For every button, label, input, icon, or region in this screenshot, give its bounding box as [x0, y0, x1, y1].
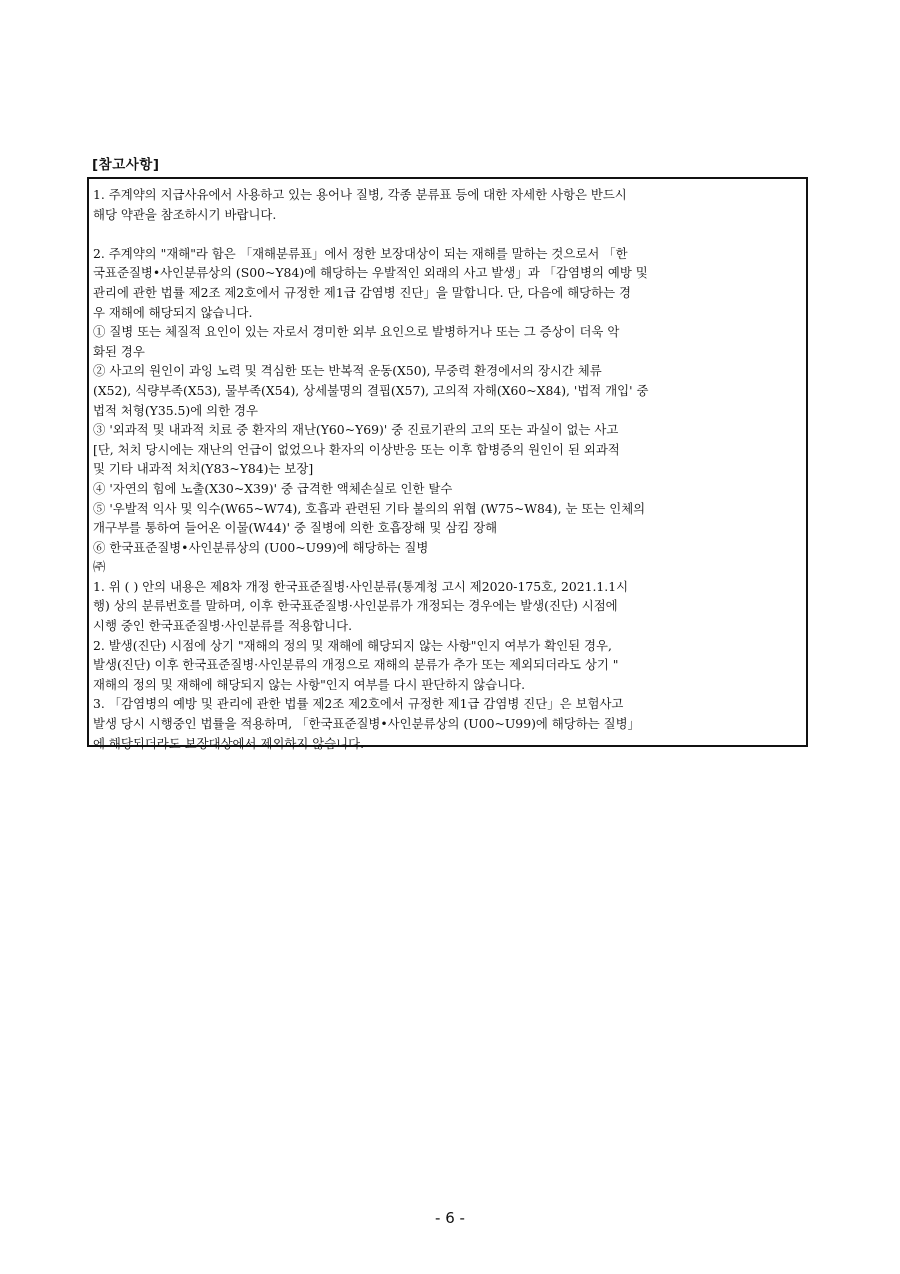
note-line: 행) 상의 분류번호를 말하며, 이후 한국표준질병·사인분류가 개정되는 경우에는 발생(진단) 시점에 [93, 598, 618, 614]
note-line: 2. 주계약의 "재해"라 함은 「재해분류표」에서 정한 보장대상이 되는 재해를 말하는 것으로서 「한 [93, 245, 628, 261]
note-line: 국표준질병•사인분류상의 (S00~Y84)에 해당하는 우발적인 외래의 사고 발생」과 「감염병의 예방 및 [93, 265, 648, 281]
note-line: ② 사고의 원인이 과잉 노력 및 격심한 또는 반복적 운동(X50), 무중력 환경에서의 장시간 체류 [93, 363, 602, 379]
note-line: 발생(진단) 이후 한국표준질병·사인분류의 개정으로 재해의 분류가 추가 또는 제외되더라도 상기 " [93, 657, 619, 673]
note-line: 발생 당시 시행중인 법률을 적용하며, 「한국표준질병•사인분류상의 (U00~U99)에 해당하는 질병」 [93, 716, 640, 732]
note-line: 개구부를 통하여 들어온 이물(W44)' 중 질병에 의한 호흡장해 및 삼킴 장해 [93, 520, 498, 536]
note-line: 해당 약관을 참조하시기 바랍니다. [93, 206, 277, 222]
blank-line [93, 224, 801, 244]
note-line: (X52), 식량부족(X53), 물부족(X54), 상세불명의 결핍(X57), 고의적 자해(X60~X84), '법적 개입' 중 [93, 382, 649, 398]
note-line: ③ '외과적 및 내과적 치료 중 환자의 재난(Y60~Y69)' 중 진료기관의 고의 또는 과실이 없는 사고 [93, 422, 619, 438]
page-number: - 6 - [435, 1209, 465, 1227]
note-line: 재해의 정의 및 재해에 해당되지 않는 사항"인지 여부를 다시 판단하지 않습니다. [93, 676, 526, 692]
notes-box [87, 177, 808, 751]
note-line: 3. 「감염병의 예방 및 관리에 관한 법률 제2조 제2호에서 규정한 제1급 감염병 진단」은 보험사고 [93, 696, 624, 712]
note-line: 관리에 관한 법률 제2조 제2호에서 규정한 제1급 감염병 진단」을 말합니다. 단, 다음에 해당하는 경 [93, 284, 631, 300]
note-line: 및 기타 내과적 처치(Y83~Y84)는 보장] [93, 461, 314, 477]
note-line: 1. 위 ( ) 안의 내용은 제8차 개정 한국표준질병·사인분류(통계청 고시 제2020-175호, 2021.1.1시 [93, 578, 629, 594]
note-line: 에 해당되더라도 보장대상에서 제외하지 않습니다. [93, 735, 365, 751]
note-line: ㈜ [93, 559, 106, 575]
note-line: 화된 경우 [93, 343, 145, 359]
note-line: 시행 중인 한국표준질병·사인분류를 적용합니다. [93, 618, 353, 634]
note-line: ④ '자연의 힘에 노출(X30~X39)' 중 급격한 액체손실로 인한 탈수 [93, 480, 453, 496]
note-line: 법적 처형(Y35.5)에 의한 경우 [93, 402, 258, 418]
note-line: ⑤ '우발적 익사 및 익수(W65~W74), 호흡과 관련된 기타 불의의 위협 (W75~W84), 눈 또는 인체의 [93, 500, 646, 516]
note-line: ⑥ 한국표준질병•사인분류상의 (U00~U99)에 해당하는 질병 [93, 539, 429, 555]
note-line: [단, 처치 당시에는 재난의 언급이 없었으나 환자의 이상반응 또는 이후 합병증의 원인이 된 외과적 [93, 441, 620, 457]
note-line: 우 재해에 해당되지 않습니다. [93, 304, 253, 320]
note-line: ① 질병 또는 체질적 요인이 있는 자로서 경미한 외부 요인으로 발병하거나 또는 그 증상이 더욱 악 [93, 324, 620, 340]
note-line: 2. 발생(진단) 시점에 상기 "재해의 정의 및 재해에 해당되지 않는 사항"인지 여부가 확인된 경우, [93, 637, 612, 653]
note-line: 1. 주계약의 지급사유에서 사용하고 있는 용어나 질병, 각종 분류표 등에 대한 자세한 사항은 반드시 [93, 187, 627, 202]
section-heading: [참고사항] [92, 157, 160, 173]
